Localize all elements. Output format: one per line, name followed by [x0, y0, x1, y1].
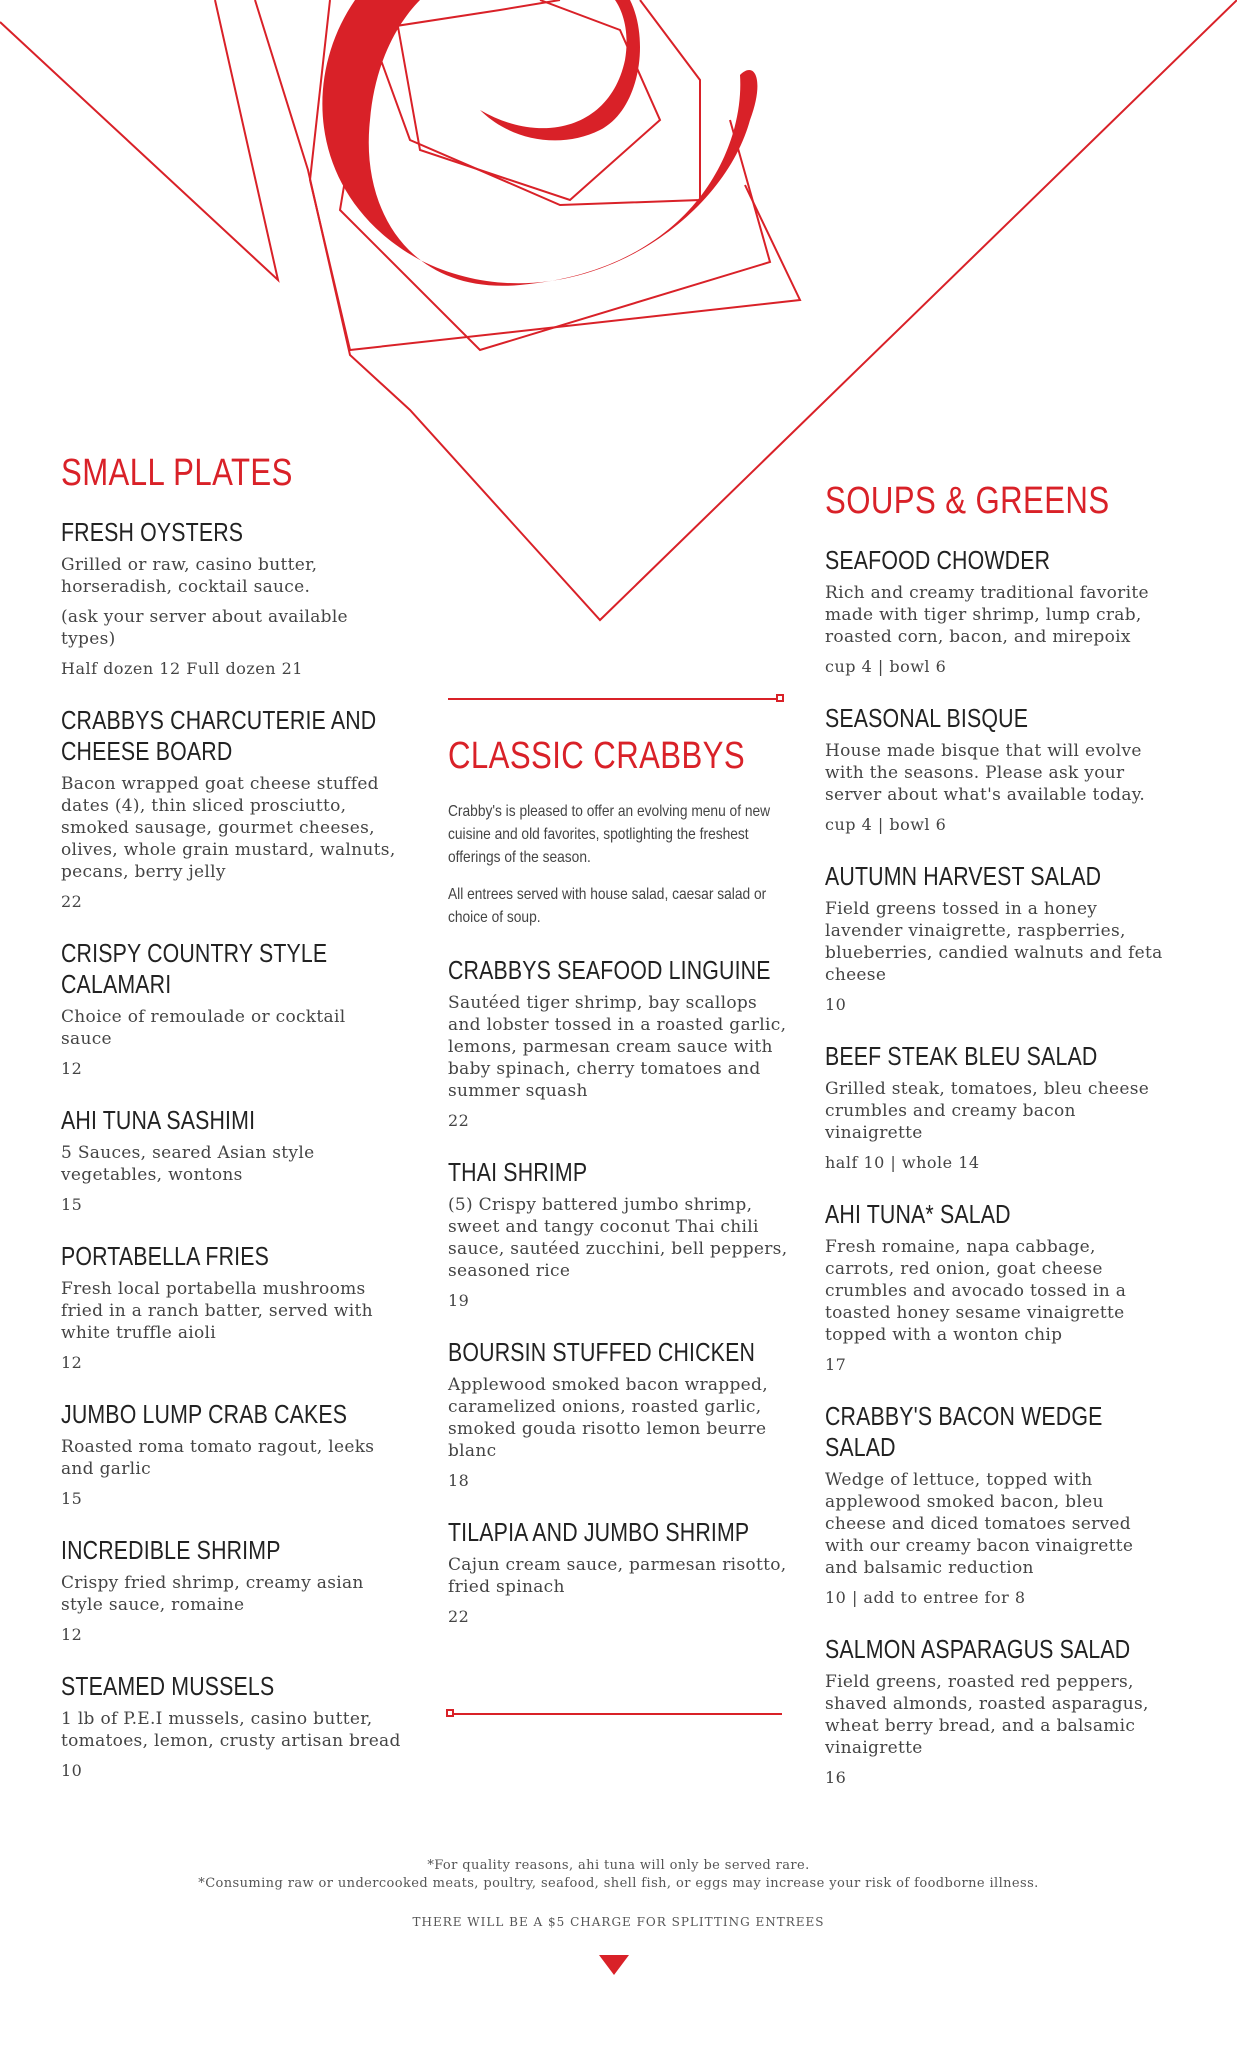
footer-health-warning: *Consuming raw or undercooked meats, poultry, seafood, shell fish, or eggs may increase your risk of foodborne illness. — [198, 1876, 1039, 1891]
item-description: Roasted roma tomato ragout, leeks and garlic — [61, 1437, 375, 1479]
item-name: JUMBO LUMP CRAB CAKES — [61, 1399, 348, 1429]
item-price: 10 | add to entree for 8 — [825, 1588, 1026, 1607]
item-price: 17 — [825, 1355, 847, 1374]
menu-item — [825, 545, 1170, 676]
item-name: STEAMED MUSSELS — [61, 1671, 275, 1701]
divider-bottom — [448, 1713, 782, 1715]
item-name: FRESH OYSTERS — [61, 517, 244, 547]
menu-item — [448, 1337, 788, 1490]
item-description: Crispy fried shrimp, creamy asian style sauce, romaine — [61, 1573, 364, 1615]
item-description: Applewood smoked bacon wrapped, caramelized onions, roasted garlic, smoked gouda risotto lemon beurre blanc — [448, 1375, 768, 1461]
item-name: CRABBYS SEAFOOD LINGUINE — [448, 955, 771, 985]
item-description: Choice of remoulade or cocktail sauce — [61, 1007, 346, 1049]
item-price: 12 — [61, 1625, 83, 1644]
item-name: CRABBYS CHARCUTERIE AND CHEESE BOARD — [61, 705, 377, 766]
item-name: THAI SHRIMP — [448, 1157, 588, 1187]
item-description: House made bisque that will evolve with the seasons. Please ask your server about what's available today. — [825, 741, 1146, 805]
footer-splitting-charge: THERE WILL BE A $5 CHARGE FOR SPLITTING ENTREES — [412, 1915, 825, 1929]
item-description: Grilled steak, tomatoes, bleu cheese crumbles and creamy bacon vinaigrette — [825, 1079, 1150, 1143]
menu-item — [61, 1671, 401, 1780]
item-name: SALMON ASPARAGUS SALAD — [825, 1634, 1131, 1664]
item-price: cup 4 | bowl 6 — [825, 657, 947, 676]
divider-square-icon — [776, 694, 784, 702]
section-intro-serving: All entrees served with house salad, caesar salad or choice of soup. — [448, 886, 767, 926]
menu-item — [61, 1535, 401, 1644]
menu-item — [825, 861, 1170, 1014]
item-description: Cajun cream sauce, parmesan risotto, fried spinach — [448, 1555, 787, 1597]
item-description: Sautéed tiger shrimp, bay scallops and lobster tossed in a roasted garlic, lemons, parmesan cream sauce with baby spinach, cherry tomatoes and summer squash — [448, 993, 787, 1101]
menu-item — [448, 1157, 788, 1310]
menu-item — [448, 955, 788, 1130]
item-description: Field greens tossed in a honey lavender vinaigrette, raspberries, blueberries, candied walnuts and feta cheese — [825, 899, 1163, 985]
item-name: TILAPIA AND JUMBO SHRIMP — [448, 1517, 750, 1547]
item-name: CRABBY'S BACON WEDGE SALAD — [825, 1401, 1103, 1462]
item-price: 22 — [448, 1111, 470, 1130]
menu-item — [61, 1399, 401, 1508]
divider-top — [448, 698, 782, 700]
item-description: Grilled or raw, casino butter, horseradish, cocktail sauce. — [61, 555, 318, 597]
item-price: Half dozen 12 Full dozen 21 — [61, 659, 303, 678]
footer-quality-note: *For quality reasons, ahi tuna will only be served rare. — [427, 1858, 810, 1873]
classic-crabbys-section — [448, 735, 788, 1653]
menu-item — [61, 1105, 401, 1214]
item-name: SEASONAL BISQUE — [825, 703, 1029, 733]
menu-item — [825, 703, 1170, 834]
item-name: SEAFOOD CHOWDER — [825, 545, 1051, 575]
item-price: cup 4 | bowl 6 — [825, 815, 947, 834]
section-intro: Crabby's is pleased to offer an evolving menu of new cuisine and old favorites, spotlighting the freshest offerings of the season. — [448, 803, 771, 866]
menu-item — [61, 938, 401, 1078]
item-name: AHI TUNA SASHIMI — [61, 1105, 256, 1135]
menu-item — [825, 1634, 1170, 1787]
item-description: 5 Sauces, seared Asian style vegetables, wontons — [61, 1143, 315, 1185]
item-name: AHI TUNA* SALAD — [825, 1199, 1011, 1229]
menu-item — [61, 705, 401, 911]
divider-square-icon — [446, 1709, 454, 1717]
item-price: 15 — [61, 1489, 83, 1508]
section-title: SMALL PLATES — [61, 452, 293, 494]
menu-item — [825, 1199, 1170, 1374]
soups-greens-section — [825, 480, 1170, 1814]
item-name: INCREDIBLE SHRIMP — [61, 1535, 281, 1565]
item-price: 12 — [61, 1059, 83, 1078]
item-description: Wedge of lettuce, topped with applewood smoked bacon, bleu cheese and diced tomatoes served with our creamy bacon vinaigrette and balsamic reduction — [825, 1470, 1134, 1578]
item-price: 19 — [448, 1291, 470, 1310]
item-name: CRISPY COUNTRY STYLE CALAMARI — [61, 938, 328, 999]
item-name: AUTUMN HARVEST SALAD — [825, 861, 1102, 891]
section-title: CLASSIC CRABBYS — [448, 735, 746, 777]
item-price: 15 — [61, 1195, 83, 1214]
item-price: 10 — [61, 1761, 83, 1780]
item-price: 16 — [825, 1768, 847, 1787]
triangle-down-icon — [599, 1955, 629, 1977]
item-name: BEEF STEAK BLEU SALAD — [825, 1041, 1098, 1071]
item-description: Field greens, roasted red peppers, shaved almonds, roasted asparagus, wheat berry bread, and a balsamic vinaigrette — [825, 1672, 1149, 1758]
item-price: 22 — [448, 1607, 470, 1626]
menu-item — [825, 1401, 1170, 1607]
menu-item — [61, 1241, 401, 1372]
item-price: 12 — [61, 1353, 83, 1372]
menu-item — [825, 1041, 1170, 1172]
item-description: Rich and creamy traditional favorite made with tiger shrimp, lump crab, roasted corn, bacon, and mirepoix — [825, 583, 1149, 647]
menu-item — [448, 1517, 788, 1626]
item-description: 1 lb of P.E.I mussels, casino butter, tomatoes, lemon, crusty artisan bread — [61, 1709, 401, 1751]
item-price: 18 — [448, 1471, 470, 1490]
item-price: 10 — [825, 995, 847, 1014]
menu-item — [61, 517, 401, 678]
item-description: Fresh romaine, napa cabbage, carrots, red onion, goat cheese crumbles and avocado tossed in a toasted honey sesame vinaigrette topped with a wonton chip — [825, 1237, 1127, 1345]
small-plates-section — [61, 452, 401, 1807]
item-name: PORTABELLA FRIES — [61, 1241, 270, 1271]
item-note: (ask your server about available types) — [61, 607, 348, 649]
item-description: Fresh local portabella mushrooms fried in a ranch batter, served with white truffle aioli — [61, 1279, 373, 1343]
section-title: SOUPS & GREENS — [825, 480, 1110, 522]
item-price: 22 — [61, 892, 83, 911]
item-name: BOURSIN STUFFED CHICKEN — [448, 1337, 756, 1367]
item-price: half 10 | whole 14 — [825, 1153, 980, 1172]
item-description: (5) Crispy battered jumbo shrimp, sweet and tangy coconut Thai chili sauce, sautéed zucchini, bell peppers, seasoned rice — [448, 1195, 788, 1281]
item-description: Bacon wrapped goat cheese stuffed dates (4), thin sliced prosciutto, smoked sausage, gourmet cheeses, olives, whole grain mustard, walnuts, pecans, berry jelly — [61, 774, 396, 882]
